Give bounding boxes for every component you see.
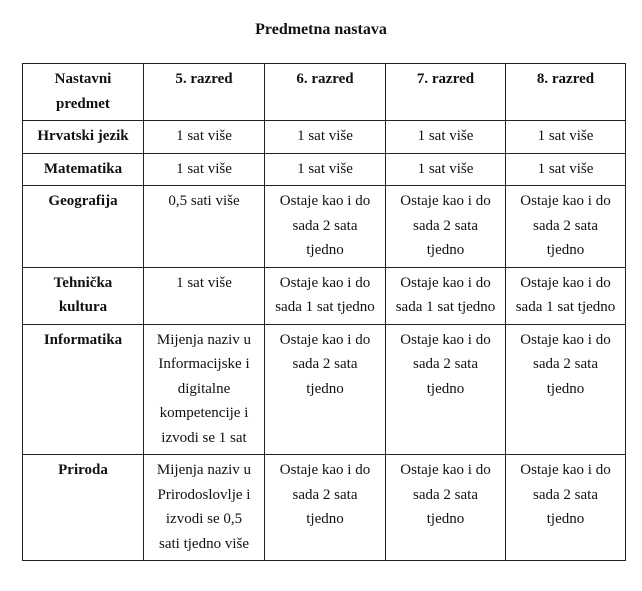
table-cell: 1 sat više: [506, 121, 626, 154]
table-cell: 1 sat više: [144, 121, 265, 154]
subject-cell: Geografija: [23, 186, 144, 268]
table-cell: Ostaje kao i do sada 2 sata tjedno: [265, 455, 386, 561]
table-cell: 1 sat više: [144, 153, 265, 186]
subject-cell: Matematika: [23, 153, 144, 186]
table-row: [23, 267, 626, 324]
subject-cell: Tehnička kultura: [23, 267, 144, 324]
table-cell: Ostaje kao i do sada 2 sata tjedno: [386, 324, 506, 455]
table-cell: 0,5 sati više: [144, 186, 265, 268]
table-row: [23, 324, 626, 455]
table-cell: 1 sat više: [386, 121, 506, 154]
subject-table: [22, 63, 626, 561]
table-cell: 1 sat više: [144, 267, 265, 324]
column-header: 8. razred: [506, 64, 626, 121]
table-cell: 1 sat više: [265, 121, 386, 154]
table-cell: Ostaje kao i do sada 2 sata tjedno: [386, 455, 506, 561]
subject-cell: Hrvatski jezik: [23, 121, 144, 154]
table-cell: Ostaje kao i do sada 2 sata tjedno: [506, 186, 626, 268]
table-row: [23, 153, 626, 186]
table-cell: 1 sat više: [386, 153, 506, 186]
table-cell: Ostaje kao i do sada 2 sata tjedno: [265, 186, 386, 268]
column-header: Nastavni predmet: [23, 64, 144, 121]
table-row: [23, 186, 626, 268]
table-cell: Ostaje kao i do sada 2 sata tjedno: [506, 455, 626, 561]
table-row: [23, 455, 626, 561]
table-cell: Ostaje kao i do sada 2 sata tjedno: [386, 186, 506, 268]
column-header: 7. razred: [386, 64, 506, 121]
table-cell: 1 sat više: [506, 153, 626, 186]
table-row: [23, 121, 626, 154]
table-cell: Ostaje kao i do sada 2 sata tjedno: [265, 324, 386, 455]
table-header-row: [23, 64, 626, 121]
table-cell: Ostaje kao i do sada 1 sat tjedno: [386, 267, 506, 324]
table-cell: Ostaje kao i do sada 1 sat tjedno: [506, 267, 626, 324]
subject-cell: Informatika: [23, 324, 144, 455]
column-header: 5. razred: [144, 64, 265, 121]
page-title: Predmetna nastava: [255, 21, 387, 38]
subject-cell: Priroda: [23, 455, 144, 561]
column-header: 6. razred: [265, 64, 386, 121]
table-cell: Mijenja naziv u Prirodoslovlje i izvodi se 0,5 sati tjedno više: [144, 455, 265, 561]
table-cell: Ostaje kao i do sada 2 sata tjedno: [506, 324, 626, 455]
table-cell: Ostaje kao i do sada 1 sat tjedno: [265, 267, 386, 324]
table-cell: Mijenja naziv u Informacijske i digitalne kompetencije i izvodi se 1 sat: [144, 324, 265, 455]
table-cell: 1 sat više: [265, 153, 386, 186]
